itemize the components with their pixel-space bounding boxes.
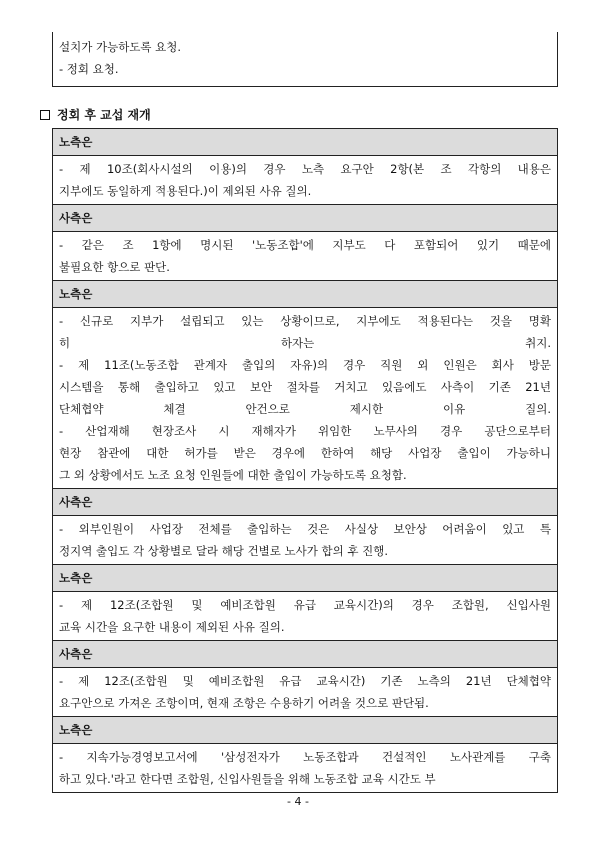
statement-cell bbox=[53, 668, 558, 717]
statement-line: 히 하자는 취지. bbox=[59, 336, 551, 350]
section-heading bbox=[40, 106, 151, 123]
page-continuation bbox=[52, 32, 558, 87]
statement-cell bbox=[53, 744, 558, 793]
statement-line: - 제 12조(조합원 및 예비조합원 유급 교육시간)의 경우 조합원, 신입사원 bbox=[59, 598, 551, 612]
statement-cell bbox=[53, 592, 558, 641]
statement-line: 지부에도 동일하게 적용된다.)이 제외된 사유 질의. bbox=[59, 184, 312, 198]
statement-line: 하고 있다.'라고 한다면 조합원, 신입사원들을 위해 노동조합 교육 시간도 부 bbox=[59, 772, 436, 786]
statement-line: 현장 참관에 대한 허가를 받은 경우에 한하여 해당 사업장 출입이 가능하니 bbox=[59, 446, 551, 460]
speaker-label: 사측은 bbox=[53, 489, 558, 516]
continuation-line: 설치가 가능하도록 요청. bbox=[59, 40, 182, 54]
statement-line: 정지역 출입도 각 상황별로 달라 해당 건별로 노사가 합의 후 진행. bbox=[59, 544, 389, 558]
speaker-label: 노측은 bbox=[53, 717, 558, 744]
statement-line: - 제 10조(회사시설의 이용)의 경우 노측 요구안 2항(본 조 각항의 내용은 bbox=[59, 162, 551, 176]
statement-line: - 제 12조(조합원 및 예비조합원 유급 교육시간) 기존 노측의 21년 단체협약 bbox=[59, 674, 551, 688]
speaker-label: 사측은 bbox=[53, 205, 558, 232]
statement-line: - 제 11조(노동조합 관계자 출입의 자유)의 경우 직원 외 인원은 회사 방문 bbox=[59, 358, 551, 372]
statement-line: 불필요한 항으로 판단. bbox=[59, 260, 170, 274]
statement-cell bbox=[53, 232, 558, 281]
speaker-label: 노측은 bbox=[53, 129, 558, 156]
statement-line: - 신규로 지부가 설립되고 있는 상황이므로, 지부에도 적용된다는 것을 명확 bbox=[59, 314, 551, 328]
statement-cell bbox=[53, 516, 558, 565]
continuation-line: - 정회 요청. bbox=[59, 62, 119, 76]
statement-line: - 외부인원이 사업장 전체를 출입하는 것은 사실상 보안상 어려움이 있고 특 bbox=[59, 522, 551, 536]
section-title: 정회 후 교섭 재개 bbox=[57, 108, 151, 122]
speaker-label: 노측은 bbox=[53, 281, 558, 308]
statement-line: 단체협약 체결 안건으로 제시한 이유 질의. bbox=[59, 402, 551, 416]
statement-line: - 지속가능경영보고서에 '삼성전자가 노동조합과 건설적인 노사관계를 구축 bbox=[59, 750, 551, 764]
speaker-label: 노측은 bbox=[53, 565, 558, 592]
statement-line: 교육 시간을 요구한 내용이 제외된 사유 질의. bbox=[59, 620, 285, 634]
speaker-label: 사측은 bbox=[53, 641, 558, 668]
statement-line: - 산업재해 현장조사 시 재해자가 위임한 노무사의 경우 공단으로부터 bbox=[59, 424, 551, 438]
dialogue-table bbox=[52, 128, 558, 793]
statement-line: - 같은 조 1항에 명시된 '노동조합'에 지부도 다 포함되어 있기 때문에 bbox=[59, 238, 551, 252]
checkbox-icon bbox=[40, 110, 50, 120]
statement-line: 그 외 상황에서도 노조 요청 인원들에 대한 출입이 가능하도록 요청함. bbox=[59, 468, 407, 482]
statement-line: 시스템을 통해 출입하고 있고 보안 절차를 거치고 있음에도 사측이 기존 21년 bbox=[59, 380, 551, 394]
statement-line: 요구안으로 가져온 조항이며, 현재 조항은 수용하기 어려울 것으로 판단됨. bbox=[59, 696, 429, 710]
page-number: - 4 - bbox=[287, 795, 309, 808]
statement-cell bbox=[53, 156, 558, 205]
statement-cell bbox=[53, 308, 558, 489]
